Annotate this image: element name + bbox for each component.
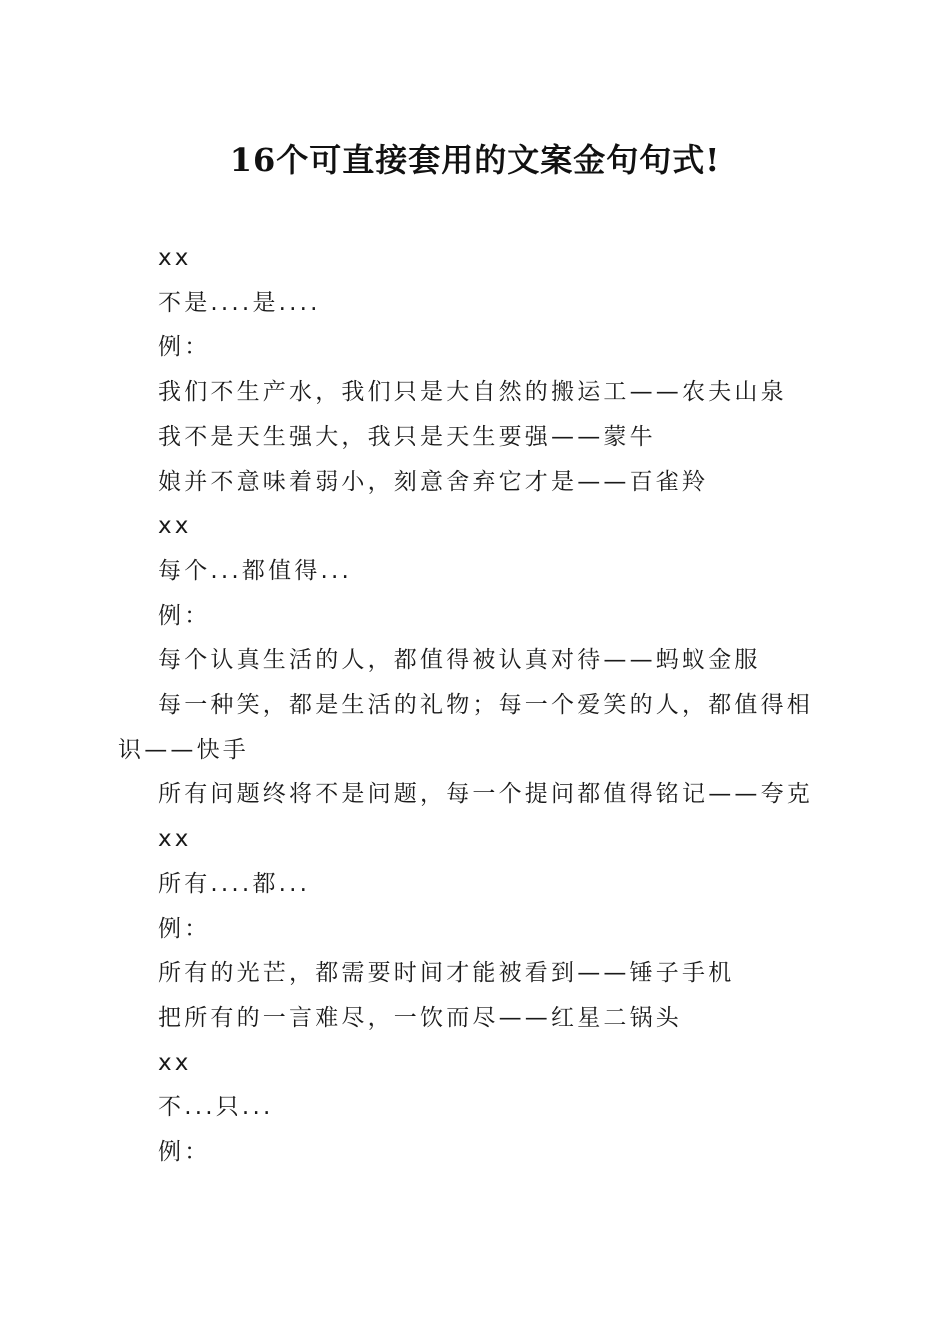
example-line: 把所有的一言难尽，一饮而尽——红星二锅头 xyxy=(158,1004,682,1031)
example-label: 例： xyxy=(158,915,211,942)
example-line: 我们不生产水，我们只是大自然的搬运工——农夫山泉 xyxy=(158,379,787,406)
document-title: 16个可直接套用的文案金句句式! xyxy=(229,141,721,179)
example-line: 每个认真生活的人，都值得被认真对待——蚂蚁金服 xyxy=(158,647,761,674)
example-line: 我不是天生强大，我只是天生要强——蒙牛 xyxy=(158,423,656,450)
section-marker: xx xyxy=(158,245,192,271)
sentence-pattern: 所有....都... xyxy=(158,870,311,897)
sentence-pattern: 不...只... xyxy=(158,1094,274,1121)
example-line: 所有的光芒，都需要时间才能被看到——锤子手机 xyxy=(158,960,735,987)
example-line: 娘并不意味着弱小，刻意舍弃它才是——百雀羚 xyxy=(158,468,709,495)
section-marker: xx xyxy=(158,513,192,540)
section-marker: xx xyxy=(158,826,192,853)
sentence-pattern: 不是....是.... xyxy=(158,289,321,316)
document-body xyxy=(118,236,828,1175)
example-line: 每一种笑，都是生活的礼物；每一个爱笑的人，都值得相识——快手 xyxy=(118,692,813,763)
example-label: 例： xyxy=(158,602,211,629)
example-label: 例： xyxy=(158,334,211,361)
section-marker: xx xyxy=(158,1049,192,1076)
example-label: 例： xyxy=(158,1139,211,1166)
sentence-pattern: 每个...都值得... xyxy=(158,557,353,584)
example-line: 所有问题终将不是问题，每一个提问都值得铭记——夸克 xyxy=(158,781,813,808)
